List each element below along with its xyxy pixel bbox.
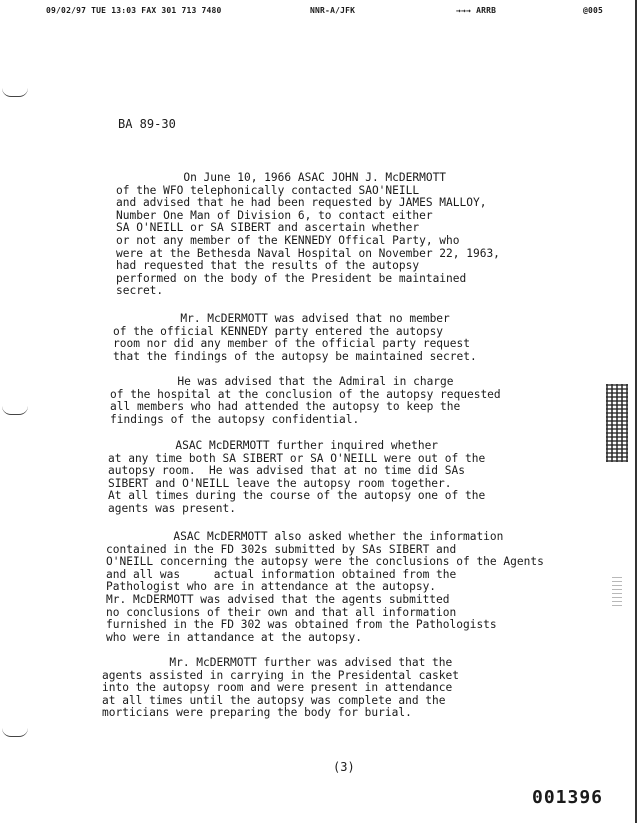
file-number: BA 89-30 [118, 117, 176, 131]
margin-stamp [606, 384, 628, 462]
fax-origin: NNR-A/JFK [310, 6, 356, 15]
body-paragraph: On June 10, 1966 ASAC JOHN J. McDERMOTT of the WFO telephonically contacted SAO'NEILL and advised that he had been requested by JAMES MALLOY, Number One Man of Division 6, to contact either SA O'NEILL or SA SIBERT and ascertain whether or not any member of the KENNEDY Offical Party, who were at the Bethesda Naval Hospital on November 22, 1963, had requested that the results of the autopsy performed on the body of the President be maintained secret. [116, 171, 500, 298]
body-paragraph: Mr. McDERMOTT was advised that no member of the official KENNEDY party entered the autopsy room nor did any member of the official party request that the findings of the autopsy be maintained secret. [113, 312, 477, 363]
body-paragraph: ASAC McDERMOTT also asked whether the information contained in the FD 302s submitted by SAs SIBERT and O'NEILL concerning the autopsy were the conclusions of the Agents and all was actual information obtained from the Pathologist who are in attendance at the autopsy. Mr. McDERMOTT was advised that the agents submitted no conclusions of their own and that all information furnished in the FD 302 was obtained from the Pathologists who were in attandance at the autopsy. [106, 530, 544, 644]
fax-page-number: @005 [583, 6, 604, 15]
document-id-number: 001396 [532, 787, 604, 808]
fax-destination: →→→ ARRB [456, 6, 497, 15]
fax-header [0, 6, 637, 20]
margin-smudge [612, 576, 622, 606]
punch-hole-mark [2, 88, 28, 97]
body-paragraph: Mr. McDERMOTT further was advised that the agents assisted in carrying in the Presidental casket into the autopsy room and were present in attendance at all times until the autopsy was complete and the morticians were preparing the body for burial. [102, 656, 459, 720]
punch-hole-mark [2, 406, 28, 415]
body-paragraph: ASAC McDERMOTT further inquired whether at any time both SA SIBERT or SA O'NEILL were out of the autopsy room. He was advised that at no time did SAs SIBERT and O'NEILL leave the autopsy room together. At all times during the course of the autopsy one of the agents was present. [108, 439, 486, 515]
fax-transmission-info: 09/02/97 TUE 13:03 FAX 301 713 7480 [46, 6, 222, 15]
punch-hole-mark [2, 728, 28, 737]
body-paragraph: He was advised that the Admiral in charge of the hospital at the conclusion of the autopsy requested all members who had attended the autopsy to keep the findings of the autopsy confidential. [110, 375, 501, 426]
page-number: (3) [333, 760, 355, 774]
